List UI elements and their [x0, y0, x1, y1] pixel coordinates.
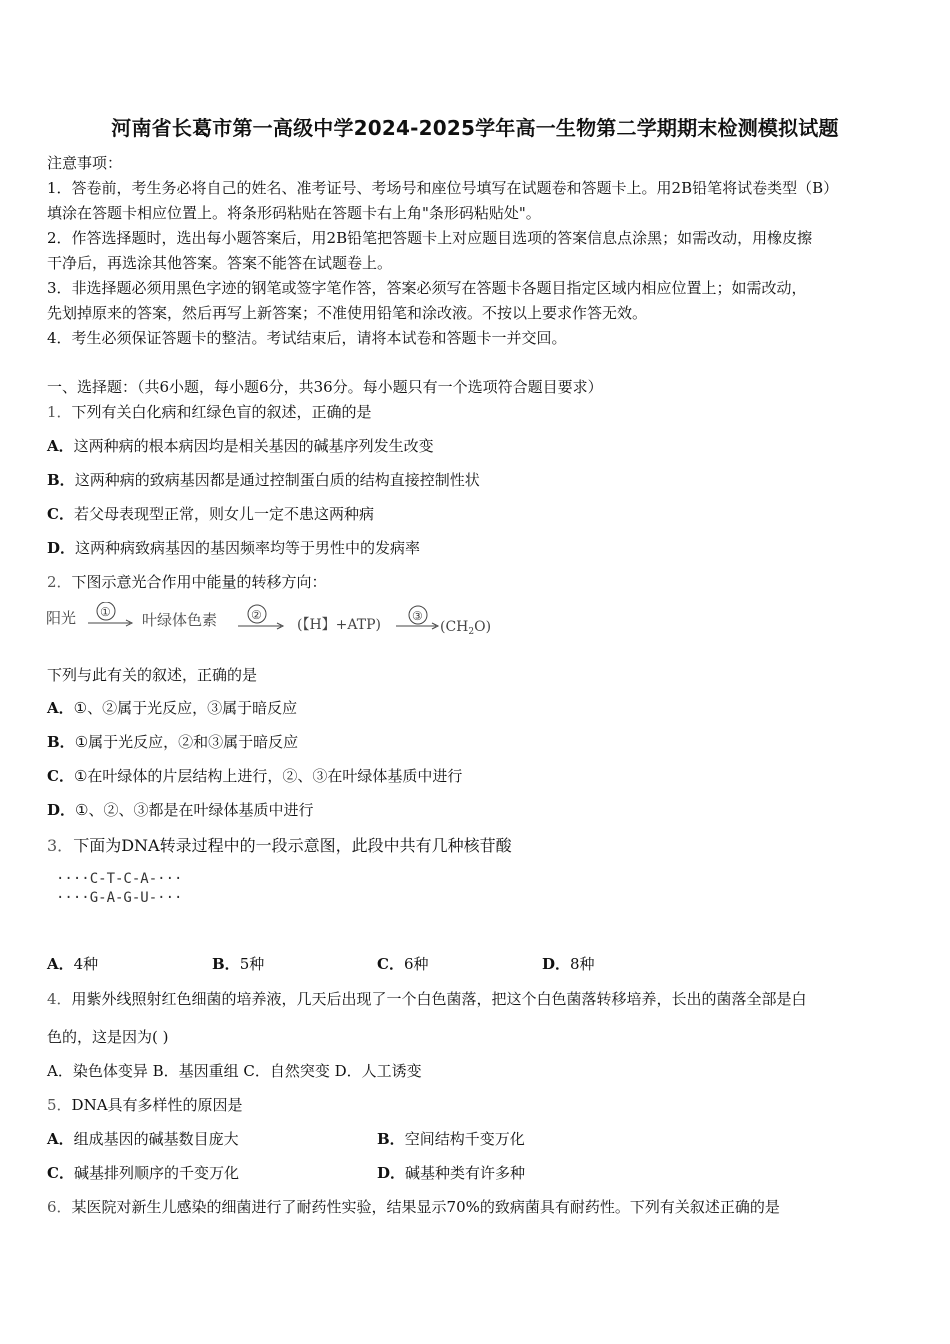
notice-line: 4．考生必须保证答题卡的整洁。考试结束后，请将本试卷和答题卡一并交回。: [47, 329, 567, 347]
question-stem: 用紫外线照射红色细菌的培养液，几天后出现了一个白色菌落，把这个白色菌落转移培养，长出的菌落全部是白: [71, 990, 807, 1008]
option-c: C．6种: [377, 955, 429, 973]
notice-line: 1．答卷前，考生务必将自己的姓名、准考证号、考场号和座位号填写在试题卷和答题卡上。用2B铅笔将试卷类型（B）: [47, 179, 839, 197]
option-d: D．8种: [542, 955, 595, 973]
option-d: D．①、②、③都是在叶绿体基质中进行: [47, 801, 314, 819]
question-stem: 下面为DNA转录过程中的一段示意图，此段中共有几种核苷酸: [73, 836, 512, 855]
question-3: [47, 833, 512, 856]
question-number: 3．: [47, 836, 74, 855]
diagram-carbohydrate: $(CH_2O)$: [440, 619, 492, 637]
question-6: [47, 1196, 780, 1217]
notice-line: 2．作答选择题时，选出每小题答案后，用2B铅笔把答题卡上对应题目选项的答案信息点涂黑；如需改动，用橡皮擦: [47, 229, 813, 247]
notice-line: 先划掉原来的答案，然后再写上新答案；不准使用铅笔和涂改液。不按以上要求作答无效。: [47, 304, 648, 322]
option-a: A．这两种病的根本病因均是相关基因的碱基序列发生改变: [47, 437, 434, 455]
page-title: 河南省长葛市第一高级中学2024-2025学年高一生物第二学期期末检测模拟试题: [111, 116, 839, 140]
question-5: [47, 1094, 243, 1115]
diagram-pigment: 叶绿体色素: [142, 611, 218, 629]
option-a: A．组成基因的碱基数目庞大: [47, 1130, 239, 1148]
diagram-step2: ②: [251, 608, 262, 622]
question-1: [47, 401, 372, 422]
diagram-products: (【H】+ATP): [297, 617, 381, 633]
question-stem: 下列有关白化病和红绿色盲的叙述，正确的是: [71, 403, 372, 421]
diagram-step1: ①: [100, 605, 111, 619]
question-number: 5．: [47, 1096, 72, 1114]
notice-line: 干净后，再选涂其他答案。答案不能答在试题卷上。: [47, 254, 393, 272]
option-a: A．①、②属于光反应，③属于暗反应: [47, 699, 298, 717]
diagram-step3: ③: [412, 609, 423, 623]
notice-line: 填涂在答题卡相应位置上。将条形码粘贴在答题卡右上角"条形码粘贴处"。: [47, 204, 541, 222]
option-c: C．碱基排列顺序的千变万化: [47, 1164, 239, 1182]
question-number: 2．: [47, 573, 72, 591]
question-number: 1．: [47, 403, 72, 421]
option-d: D．这两种病致病基因的基因频率均等于男性中的发病率: [47, 539, 421, 557]
notice-heading: 注意事项：: [47, 154, 123, 172]
energy-transfer-diagram: [46, 602, 516, 642]
option-b: B．这两种病的致病基因都是通过控制蛋白质的结构直接控制性状: [47, 471, 480, 489]
section-heading: 一、选择题：（共6小题，每小题6分，共36分。每小题只有一个选项符合题目要求）: [47, 378, 603, 396]
dna-strand-2: ····G-A-G-U-···: [56, 890, 183, 906]
dna-strand-1: ····C-T-C-A-···: [56, 871, 183, 887]
question-stem: 某医院对新生儿感染的细菌进行了耐药性实验，结果显示70%的致病菌具有耐药性。下列有关叙述正确的是: [71, 1198, 780, 1216]
option-b: B．5种: [212, 955, 265, 973]
notice-line: 3．非选择题必须用黑色字迹的钢笔或签字笔作答，答案必须写在答题卡各题目指定区域内相应位置上；如需改动，: [47, 279, 807, 297]
option-a: A．4种: [47, 955, 99, 973]
diagram-sunlight: 阳光: [46, 609, 77, 627]
question-stem: 下图示意光合作用中能量的转移方向：: [71, 573, 327, 591]
question-2-lead: 下列与此有关的叙述，正确的是: [47, 666, 258, 684]
question-4-cont: 色的，这是因为( ): [47, 1028, 169, 1046]
option-b: B．空间结构千变万化: [377, 1130, 525, 1148]
question-stem: DNA具有多样性的原因是: [71, 1096, 243, 1114]
question-4: [47, 988, 807, 1009]
option-b: B．①属于光反应，②和③属于暗反应: [47, 733, 299, 751]
option-c: C．①在叶绿体的片层结构上进行，②、③在叶绿体基质中进行: [47, 767, 463, 785]
option-d: D．碱基种类有许多种: [377, 1164, 526, 1182]
option-c: C．若父母表现型正常，则女儿一定不患这两种病: [47, 505, 374, 523]
question-2: [47, 571, 327, 592]
question-number: 6．: [47, 1198, 72, 1216]
question-4-options: A．染色体变异 B．基因重组 C．自然突变 D．人工诱变: [47, 1062, 422, 1080]
question-number: 4．: [47, 990, 72, 1008]
